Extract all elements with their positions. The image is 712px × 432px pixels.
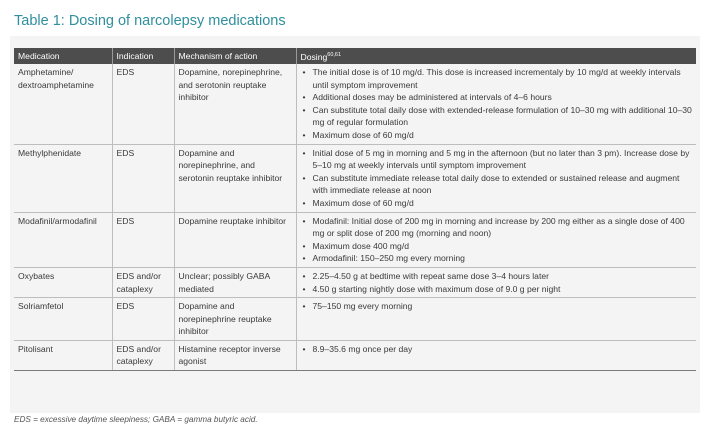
cell-mechanism: Histamine receptor inverse agonist: [174, 340, 296, 370]
dosing-item: • Additional doses may be administered at intervals of 4–6 hours: [301, 91, 693, 104]
header-medication: Medication: [14, 48, 112, 64]
dosing-table: [14, 48, 696, 371]
cell-indication: EDS: [112, 144, 174, 212]
dosing-list: [301, 66, 693, 142]
dosing-list: [301, 300, 693, 313]
cell-dosing: [296, 267, 696, 297]
dosing-item: • 4.50 g starting nightly dose with maximum dose of 9.0 g per night: [301, 283, 693, 296]
dosing-item: • The initial dose is of 10 mg/d. This dose is increased incrementaly by 10 mg/d at weekly intervals until symptom improvement: [301, 66, 693, 91]
dosing-item: • Can substitute immediate release total daily dose to extended or sustained release and augment with immediate release at noon: [301, 172, 693, 197]
table-row: [14, 267, 696, 297]
cell-dosing: [296, 340, 696, 370]
table-header-row: [14, 48, 696, 64]
dosing-list: [301, 147, 693, 210]
cell-medication: Oxybates: [14, 267, 112, 297]
dosing-list: [301, 270, 693, 295]
cell-indication: EDS and/or cataplexy: [112, 340, 174, 370]
dosing-list: [301, 343, 693, 356]
cell-medication: Solriamfetol: [14, 298, 112, 341]
dosing-item: • Armodafinil: 150–250 mg every morning: [301, 252, 693, 265]
table-row: [14, 64, 696, 144]
cell-mechanism: Dopamine and norepinephrine, and serotonin reuptake inhibitor: [174, 144, 296, 212]
cell-medication: Amphetamine/ dextroamphetamine: [14, 64, 112, 144]
table-row: [14, 144, 696, 212]
dosing-list: [301, 215, 693, 265]
cell-indication: EDS: [112, 298, 174, 341]
dosing-item: • Maximum dose of 60 mg/d: [301, 197, 693, 210]
cell-mechanism: Dopamine and norepinephrine reuptake inhibitor: [174, 298, 296, 341]
cell-mechanism: Dopamine reuptake inhibitor: [174, 212, 296, 267]
table-footnote: EDS = excessive daytime sleepiness; GABA = gamma butyric acid.: [14, 415, 258, 424]
cell-medication: Methylphenidate: [14, 144, 112, 212]
table-row: [14, 340, 696, 370]
cell-indication: EDS: [112, 64, 174, 144]
header-indication: Indication: [112, 48, 174, 64]
dosing-item: • Maximum dose 400 mg/d: [301, 240, 693, 253]
table-body: [14, 64, 696, 371]
cell-dosing: [296, 144, 696, 212]
cell-indication: EDS and/or cataplexy: [112, 267, 174, 297]
dosing-item: • 75–150 mg every morning: [301, 300, 693, 313]
cell-medication: Pitolisant: [14, 340, 112, 370]
dosing-item: • Maximum dose of 60 mg/d: [301, 129, 693, 142]
dosing-item: • Initial dose of 5 mg in morning and 5 mg in the afternoon (but no later than 3 pm). Increase dose by 5–10 mg at weekly intervals until symptom improvement: [301, 147, 693, 172]
dosing-item: • Modafinil: Initial dose of 200 mg in morning and increase by 200 mg either as a single dose of 400 mg or split dose of 200 mg (morning and noon): [301, 215, 693, 240]
header-dosing-refs: 60,61: [327, 51, 342, 58]
cell-mechanism: Unclear; possibly GABA mediated: [174, 267, 296, 297]
dosing-item: • Can substitute total daily dose with extended-release formulation of 10–30 mg with additional 10–30 mg of regular formulation: [301, 104, 693, 129]
dosing-item: • 2.25–4.50 g at bedtime with repeat same dose 3–4 hours later: [301, 270, 693, 283]
table-title: Table 1: Dosing of narcolepsy medications: [14, 13, 286, 29]
header-dosing: [296, 48, 696, 64]
cell-dosing: [296, 298, 696, 341]
dosing-item: • 8.9–35.6 mg once per day: [301, 343, 693, 356]
table-row: [14, 212, 696, 267]
header-mechanism: Mechanism of action: [174, 48, 296, 64]
cell-indication: EDS: [112, 212, 174, 267]
header-dosing-label: Dosing: [300, 51, 328, 62]
cell-dosing: [296, 212, 696, 267]
cell-medication: Modafinil/armodafinil: [14, 212, 112, 267]
cell-dosing: [296, 64, 696, 144]
cell-mechanism: Dopamine, norepinephrine, and serotonin reuptake inhibitor: [174, 64, 296, 144]
table-row: [14, 298, 696, 341]
